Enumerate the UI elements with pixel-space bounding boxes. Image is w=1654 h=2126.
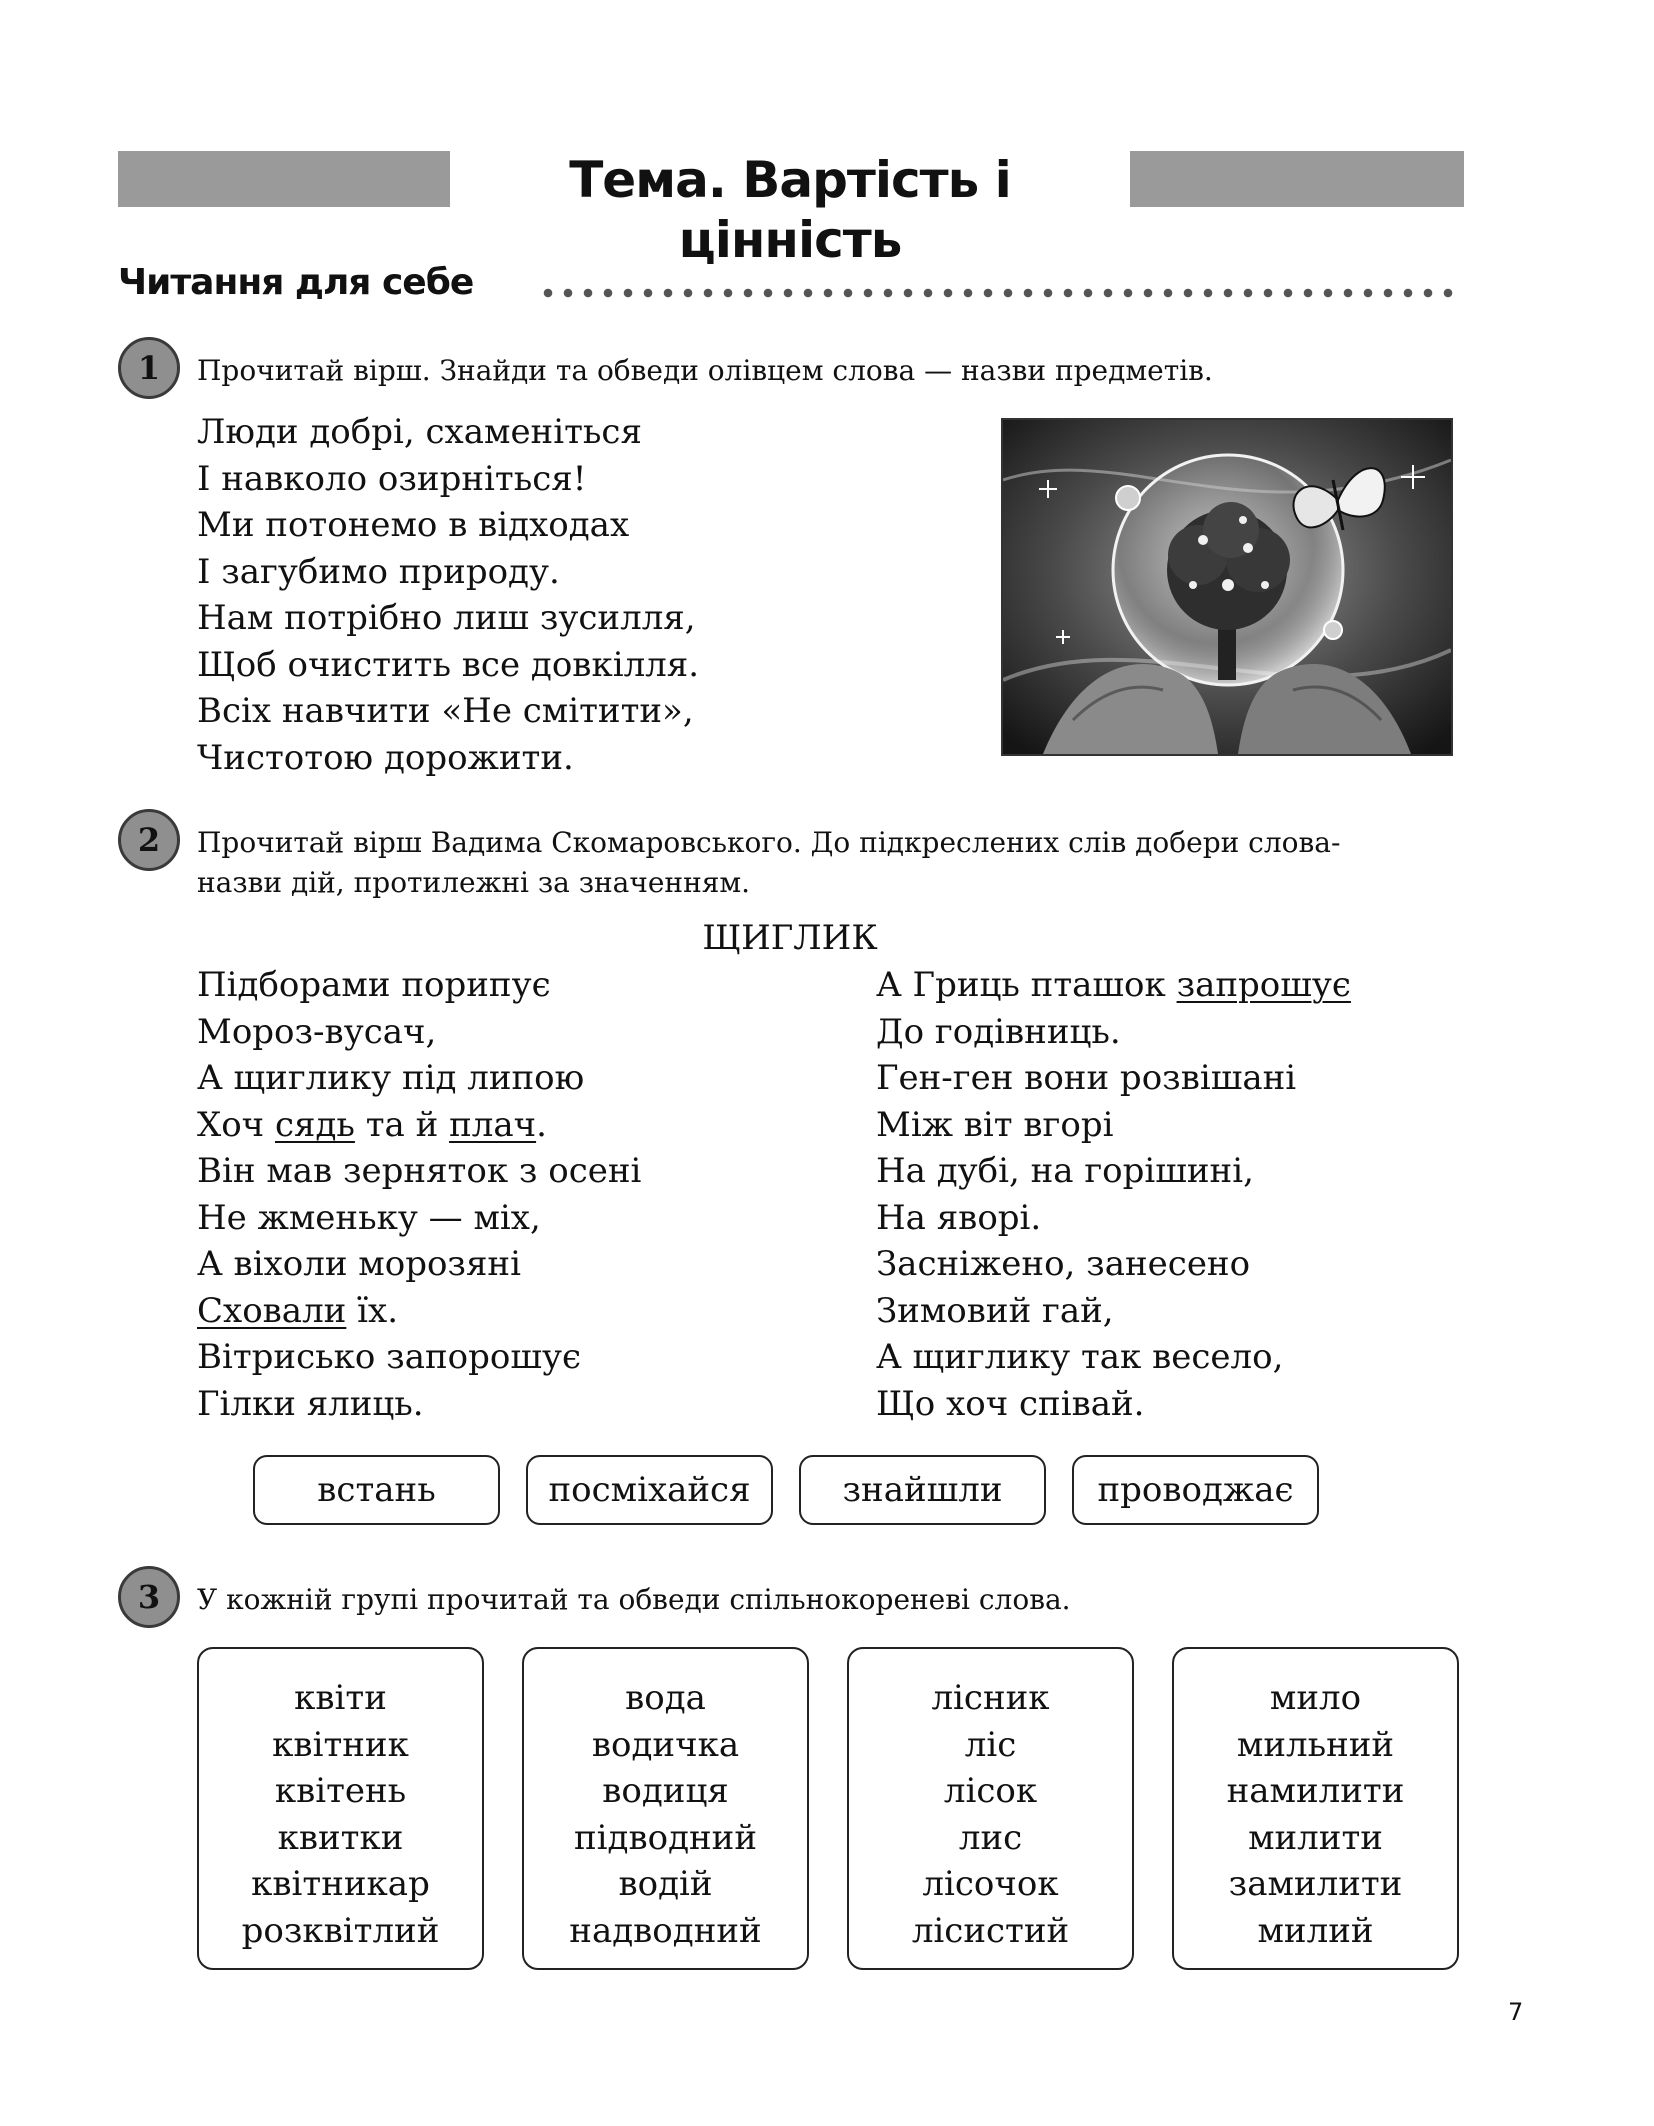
- task1-poem: [197, 409, 699, 781]
- poem-line: На дубі, на горішині,: [876, 1151, 1254, 1191]
- poem-line: Чистотою дорожити.: [197, 737, 574, 778]
- poem-line: Гілки ялиць.: [197, 1383, 424, 1424]
- poem-right-column: [876, 962, 1351, 1427]
- poem-line: Він мав зерняток з осені: [197, 1151, 642, 1191]
- underlined-word: сядь: [274, 1104, 355, 1145]
- text-segment: .: [536, 1104, 547, 1145]
- title-bar-left: [118, 151, 450, 207]
- poem-line: Зимовий гай,: [876, 1290, 1114, 1331]
- group-word[interactable]: мило: [1269, 1678, 1362, 1718]
- task2-instruction-line1: Прочитай вірш Вадима Скомаровського. До підкреслених слів добери слова-: [197, 826, 1341, 859]
- poem-line: [197, 1288, 641, 1335]
- answer-word-box[interactable]: знайшли: [799, 1455, 1046, 1525]
- group-word[interactable]: підводний: [574, 1817, 757, 1858]
- group-word[interactable]: лісочок: [922, 1864, 1059, 1904]
- poem-line: На яворі.: [876, 1197, 1042, 1238]
- group-word[interactable]: надводний: [569, 1910, 762, 1951]
- poem-line: І загубимо природу.: [197, 551, 560, 592]
- task1-instruction: Прочитай вірш. Знайди та обведи олівцем слова — назви предметів.: [197, 354, 1213, 387]
- group-word[interactable]: квитки: [277, 1817, 404, 1858]
- dotted-divider: [538, 286, 1458, 300]
- group-word[interactable]: розквітлий: [241, 1910, 440, 1951]
- group-word[interactable]: лис: [958, 1817, 1023, 1858]
- poem-line: Щоб очистить все довкілля.: [197, 644, 700, 685]
- group-word[interactable]: лісистий: [911, 1910, 1070, 1951]
- poem-line: Що хоч співай.: [876, 1383, 1145, 1424]
- group-word[interactable]: водиця: [602, 1771, 729, 1811]
- word-group-3: [847, 1647, 1134, 1970]
- underlined-word: запрошує: [1176, 965, 1351, 1005]
- group-word[interactable]: лісок: [943, 1771, 1038, 1811]
- poem-line: Засніжено, занесено: [876, 1244, 1251, 1284]
- page-number: 7: [1508, 1998, 1524, 2026]
- poem-line: А щиглику так весело,: [876, 1337, 1284, 1377]
- poem-line: І навколо озирніться!: [197, 458, 587, 499]
- poem-line: Мороз-вусач,: [197, 1011, 437, 1052]
- group-word[interactable]: квітник: [272, 1724, 409, 1765]
- page-title: Тема. Вартість і цінність: [450, 150, 1130, 210]
- group-word[interactable]: вода: [625, 1678, 706, 1718]
- poem-line: Не жменьку — міх,: [197, 1197, 541, 1238]
- poem-line: Ми потонемо в відходах: [197, 505, 630, 545]
- text-segment: Хоч: [197, 1104, 275, 1145]
- title-bar-right: [1130, 151, 1464, 207]
- task-number-3: 3: [118, 1566, 180, 1628]
- poem-line: Вітрисько запорошує: [197, 1337, 582, 1377]
- task-number-1: 1: [118, 337, 180, 399]
- group-word[interactable]: милий: [1257, 1910, 1374, 1951]
- poem-line: А щиглику під липою: [197, 1058, 585, 1098]
- task2-instruction-line2: назви дій, протилежні за значенням.: [197, 866, 751, 899]
- poem-line: Люди добрі, схаменіться: [197, 412, 642, 452]
- group-word[interactable]: водій: [618, 1864, 713, 1904]
- poem-line: Між віт вгорі: [876, 1104, 1114, 1145]
- task-number-2: 2: [118, 809, 180, 871]
- poem-line: Ген-ген вони розвішані: [876, 1058, 1297, 1098]
- poem-line: А віхоли морозяні: [197, 1244, 521, 1284]
- underlined-word: Сховали: [197, 1290, 347, 1331]
- word-group-4: [1172, 1647, 1459, 1970]
- group-word[interactable]: лісник: [931, 1678, 1050, 1718]
- poem-line: [876, 962, 1351, 1009]
- task3-instruction: У кожній групі прочитай та обведи спільнокореневі слова.: [197, 1583, 1071, 1616]
- group-word[interactable]: милити: [1248, 1817, 1383, 1858]
- group-word[interactable]: квітникар: [251, 1864, 430, 1904]
- text-segment: їх.: [346, 1290, 399, 1331]
- text-segment: та й: [354, 1104, 450, 1145]
- group-word[interactable]: намилити: [1226, 1771, 1405, 1811]
- poem-line: [197, 1102, 641, 1149]
- group-word[interactable]: водичка: [591, 1724, 740, 1765]
- poem-left-column: [197, 962, 641, 1427]
- poem-title: ЩИГЛИК: [702, 918, 878, 958]
- poem-line: Всіх навчити «Не смітити»,: [197, 691, 694, 731]
- group-word[interactable]: мильний: [1236, 1724, 1395, 1765]
- group-word[interactable]: квіти: [294, 1678, 387, 1718]
- answer-word-box[interactable]: проводжає: [1072, 1455, 1319, 1525]
- word-group-1: [197, 1647, 484, 1970]
- text-segment: А Гриць пташок: [876, 965, 1177, 1005]
- group-word[interactable]: квітень: [274, 1771, 407, 1811]
- poem-line: Підборами порипує: [197, 965, 551, 1005]
- underlined-word: плач: [449, 1104, 537, 1145]
- poem-line: Нам потрібно лиш зусилля,: [197, 598, 696, 638]
- poem-line: До годівниць.: [876, 1011, 1121, 1052]
- word-group-2: [522, 1647, 809, 1970]
- answer-word-box[interactable]: встань: [253, 1455, 500, 1525]
- group-word[interactable]: замилити: [1228, 1864, 1403, 1904]
- group-word[interactable]: ліс: [964, 1724, 1017, 1765]
- section-title: Читання для себе: [118, 262, 474, 303]
- hands-globe-tree-image: [1001, 418, 1453, 756]
- answer-word-box[interactable]: посміхайся: [526, 1455, 773, 1525]
